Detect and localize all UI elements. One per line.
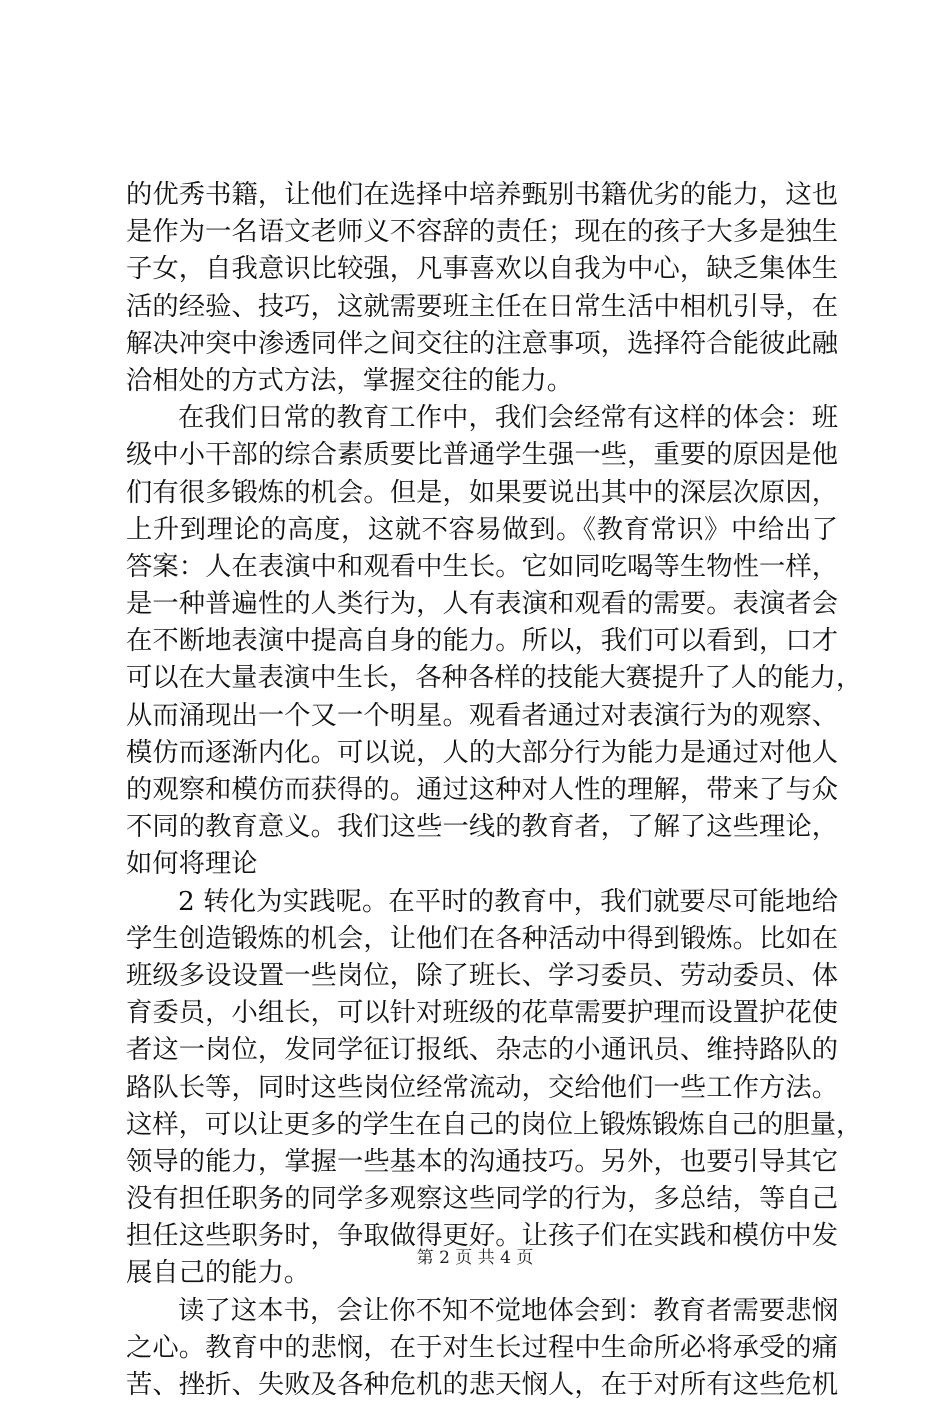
- text-line: 学生创造锻炼的机会，让他们在各种活动中得到锻炼。比如在: [126, 923, 838, 954]
- text-line: 展自己的能力。: [126, 1258, 311, 1289]
- page-footer: 第 2 页 共 4 页: [416, 1248, 534, 1268]
- text-line: 答案：人在表演中和观看中生长。它如同吃喝等生物性一样，: [126, 551, 838, 582]
- text-line: 苦、挫折、失败及各种危机的悲天悯人，在于对所有这些危机: [126, 1370, 838, 1400]
- text-line: 班级多设设置一些岗位，除了班长、学习委员、劳动委员、体: [126, 960, 838, 991]
- text-line: 没有担任职务的同学多观察这些同学的行为，多总结，等自己: [126, 1184, 838, 1215]
- text-line: 洽相处的方式方法，掌握交往的能力。: [126, 365, 574, 396]
- text-line: 之心。教育中的悲悯，在于对生长过程中生命所必将承受的痛: [126, 1332, 838, 1363]
- body-text: [126, 177, 863, 1404]
- text-line: 可以在大量表演中生长，各种各样的技能大赛提升了人的能力，: [126, 663, 863, 694]
- text-line: 这样，可以让更多的学生在自己的岗位上锻炼锻炼自己的胆量，: [126, 1109, 863, 1140]
- text-line: 担任这些职务时，争取做得更好。让孩子们在实践和模仿中发: [126, 1221, 838, 1252]
- text-line: 如何将理论: [126, 849, 258, 880]
- text-line: 在不断地表演中提高自身的能力。所以，我们可以看到，口才: [126, 626, 838, 657]
- text-line: 读了这本书，会让你不知不觉地体会到：教育者需要悲悯: [178, 1295, 838, 1326]
- text-line: 级中小干部的综合素质要比普通学生强一些，重要的原因是他: [126, 440, 838, 471]
- text-line: 的观察和模仿而获得的。通过这种对人性的理解，带来了与众: [126, 775, 838, 805]
- text-line: 模仿而逐渐内化。可以说，人的大部分行为能力是通过对他人: [126, 737, 838, 768]
- text-line: 子女，自我意识比较强，凡事喜欢以自我为中心，缺乏集体生: [126, 254, 838, 285]
- text-line: 是作为一名语文老师义不容辞的责任；现在的孩子大多是独生: [126, 217, 838, 248]
- text-line: 上升到理论的高度，这就不容易做到。《教育常识》中给出了: [126, 514, 838, 545]
- text-line: 从而涌现出一个又一个明星。观看者通过对表演行为的观察、: [126, 700, 838, 731]
- text-line: 者这一岗位，发同学征订报纸、杂志的小通讯员、维持路队的: [126, 1035, 838, 1066]
- text-line: 活的经验、技巧，这就需要班主任在日常生活中相机引导，在: [126, 291, 838, 322]
- text-line: 领导的能力，掌握一些基本的沟通技巧。另外，也要引导其它: [126, 1146, 838, 1177]
- text-line: 的优秀书籍，让他们在选择中培养甄别书籍优劣的能力，这也: [126, 180, 838, 210]
- text-line: 育委员，小组长，可以针对班级的花草需要护理而设置护花使: [126, 998, 838, 1029]
- text-line: 在我们日常的教育工作中，我们会经常有这样的体会：班: [178, 403, 838, 434]
- text-line: 解决冲突中渗透同伴之间交往的注意事项，选择符合能彼此融: [126, 328, 838, 359]
- text-line: 们有很多锻炼的机会。但是，如果要说出其中的深层次原因，: [126, 477, 838, 508]
- text-line: 路队长等，同时这些岗位经常流动，交给他们一些工作方法。: [126, 1072, 838, 1103]
- text-line: 2 转化为实践呢。在平时的教育中，我们就要尽可能地给: [178, 886, 838, 917]
- text-line: 是一种普遍性的人类行为，人有表演和观看的需要。表演者会: [126, 589, 838, 620]
- text-line: 不同的教育意义。我们这些一线的教育者，了解了这些理论，: [126, 812, 838, 843]
